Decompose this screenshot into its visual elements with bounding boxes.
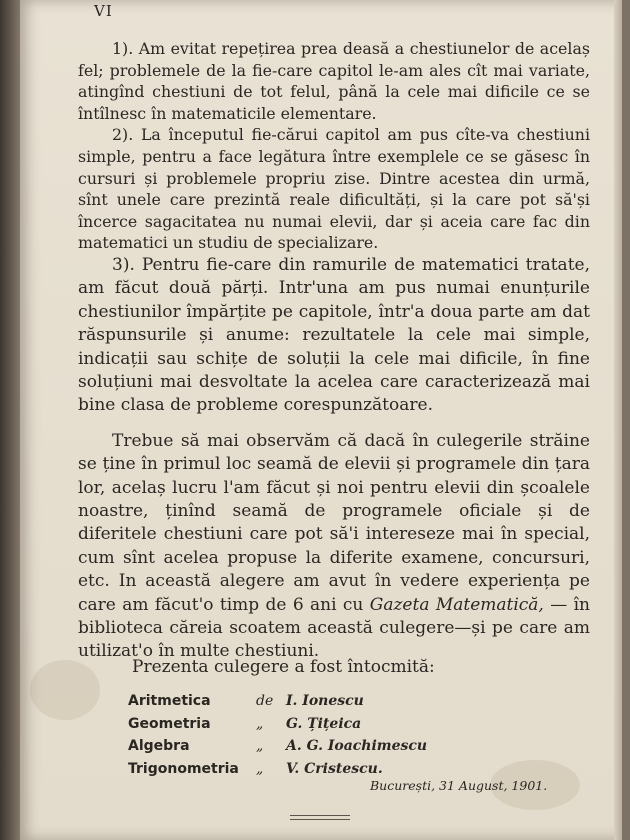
book-spine-shadow xyxy=(0,0,22,840)
subject-label: Trigonometria xyxy=(128,760,239,777)
subject-label: Geometria xyxy=(128,715,211,732)
paragraph-1: 1). Am evitat repețirea prea deasă a chestiunelor de acelaș fel; problemele de la fie-care capitol le-am ales cît mai variate, atingînd chestiuni de tot felul, până la cele mai dificile ce se întîlnesc în matematicile elementare. xyxy=(78,39,590,123)
page-edge xyxy=(614,0,622,840)
paragraph-4-text: Trebue să mai observăm că dacă în culegerile străine se ține în primul loc seamă de elevii și programele din țara lor, acelaș lucru l'am făcut și noi pentru elevii din școalele noastre, ținînd seamă de programele oficiale și de diferitele chestiuni care pot să'i intereseze mai în special, cum sînt acelea propuse la diferite examene, concursuri, etc. In această alegere am avut în vedere experiența pe care am făcut'o timp de 6 ani cu xyxy=(78,430,590,615)
dateline: București, 31 August, 1901. xyxy=(370,778,548,793)
author-row xyxy=(128,758,427,781)
closing-rule xyxy=(290,815,350,820)
author-row xyxy=(128,735,427,758)
author-name: G. Țițeica xyxy=(286,715,362,732)
paper-stain xyxy=(30,660,100,720)
author-row xyxy=(128,690,427,713)
paragraph-4-text-end: — în biblioteca căreia scoatem această culegere—și pe care am utilizat'o în multe chestiuni. xyxy=(78,594,590,662)
author-prefix: „ xyxy=(256,738,264,754)
author-prefix: „ xyxy=(256,715,264,732)
authors-list xyxy=(128,690,427,780)
page-number: VI xyxy=(94,2,113,20)
author-row xyxy=(128,713,427,736)
paragraph-3: 3). Pentru fie-care din ramurile de matematici tratate, am făcut două părți. Intr'una am pus numai enunțurile chestiunilor împărțite pe capitole, într'a doua parte am dat răspunsurile și anume: rezultatele la cele mai simple, indicații sau schițe de soluții la cele mai dificile, în fine soluțiuni mai desvoltate la acelea care caracterizează mai bine clasa de probleme corespunzătoare. xyxy=(78,254,590,416)
journal-title: Gazeta Matematică, xyxy=(369,594,544,615)
author-name: A. G. Ioachimescu xyxy=(286,738,428,754)
preface-text xyxy=(78,38,590,664)
book-page xyxy=(20,0,622,840)
author-name: I. Ionescu xyxy=(286,693,364,709)
subject-label: Algebra xyxy=(128,738,190,754)
paragraph-4 xyxy=(78,430,590,664)
author-name: V. Cristescu. xyxy=(286,760,383,777)
authors-intro: Prezenta culegere a fost întocmită: xyxy=(132,657,435,677)
author-prefix: „ xyxy=(256,760,264,777)
paragraph-2: 2). La începutul fie-cărui capitol am pus cîte-va chestiuni simple, pentru a face legătura între exemplele ce se găsesc în cursuri și problemele propriu zise. Dintre acestea din urmă, sînt unele care prezintă reale dificultăți, și la care pot să'și încerce sagacitatea nu numai elevii, dar și aceia care fac din matematici un studiu de specializare. xyxy=(78,125,590,253)
subject-label: Aritmetica xyxy=(128,693,211,709)
author-prefix: de xyxy=(256,693,274,709)
